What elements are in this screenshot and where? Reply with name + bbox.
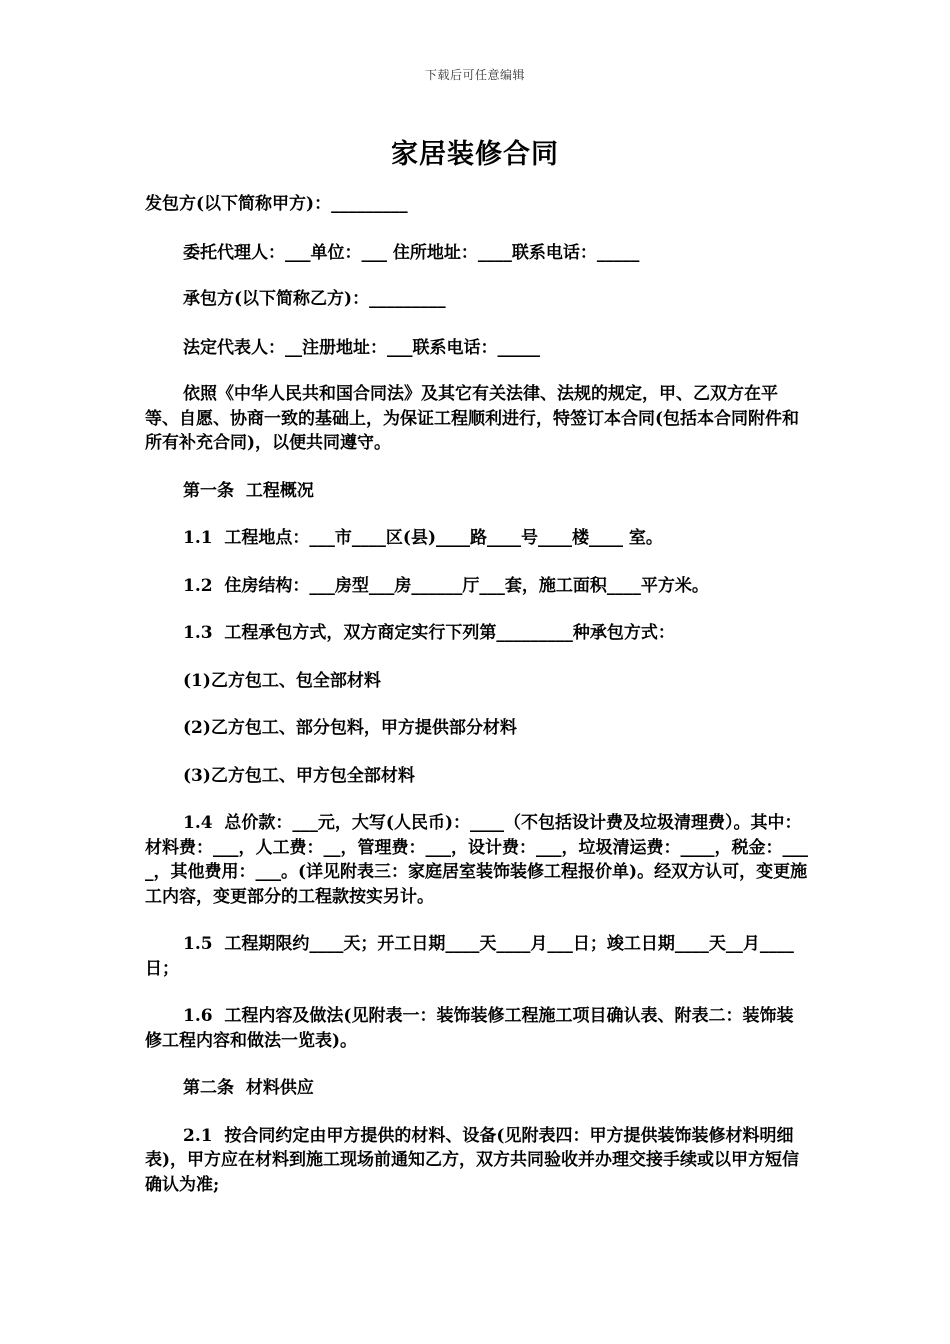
article-1-heading: 第一条 工程概况 (183, 480, 314, 501)
option-3: (3)乙方包工、甲方包全部材料 (183, 765, 415, 786)
clause-1-3: 1.3 工程承包方式，双方商定实行下列第_________种承包方式： (183, 623, 675, 643)
party-b-line: 承包方(以下简称乙方)：_________ (183, 289, 446, 309)
document-title: 家居装修合同 (391, 139, 559, 170)
clause-1-4: 1.4 总价款：___元，大写(人民币)：____（不包括设计费及垃圾清理费）。其中：材料费：___，人工费：__，管理费：___，设计费：___，垃圾清运费：____，税金：____，其他费用：___。(详见附表三：家庭居室装饰装修工程报价单)。经双方认可，变更施工内容，变更部分的工程款按实另计。 (145, 813, 808, 907)
clause-1-2: 1.2 住房结构：___房型___房______厅___套，施工面积____平方米。 (183, 575, 709, 596)
party-a-line: 发包方(以下简称甲方)：_________ (145, 194, 408, 214)
agent-line: 委托代理人：___单位：___ 住所地址：____联系电话：_____ (183, 242, 640, 263)
option-2: (2)乙方包工、部分包料，甲方提供部分材料 (183, 718, 517, 738)
clause-1-6: 1.6 工程内容及做法(见附表一：装饰装修工程施工项目确认表、附表二：装饰装修工程内容和做法一览表)。 (145, 1006, 794, 1051)
document-body (145, 192, 810, 1197)
option-1: (1)乙方包工、包全部材料 (183, 670, 381, 691)
preamble-paragraph: 依照《中华人民共和国合同法》及其它有关法律、法规的规定，甲、乙双方在平等、自愿、协商一致的基础上，为保证工程顺利进行，特签订本合同(包括本合同附件和所有补充合同)，以便共同遵守。 (145, 384, 800, 453)
article-2-heading: 第二条 材料供应 (183, 1078, 314, 1098)
clause-1-1: 1.1 工程地点：___市____区(县)____路____号____楼____ 室。 (183, 528, 663, 548)
legal-rep-line: 法定代表人：__注册地址：___联系电话：_____ (183, 337, 540, 358)
clause-2-1: 2.1 按合同约定由甲方提供的材料、设备(见附表四：甲方提供装饰装修材料明细表)，甲方应在材料到施工现场前通知乙方，双方共同验收并办理交接手续或以甲方短信确认为准; (145, 1125, 800, 1195)
clause-1-5: 1.5 工程期限约____天；开工日期____天____月___日；竣工日期____天__月____日； (145, 934, 794, 979)
header-note: 下载后可任意编辑 (424, 68, 525, 82)
